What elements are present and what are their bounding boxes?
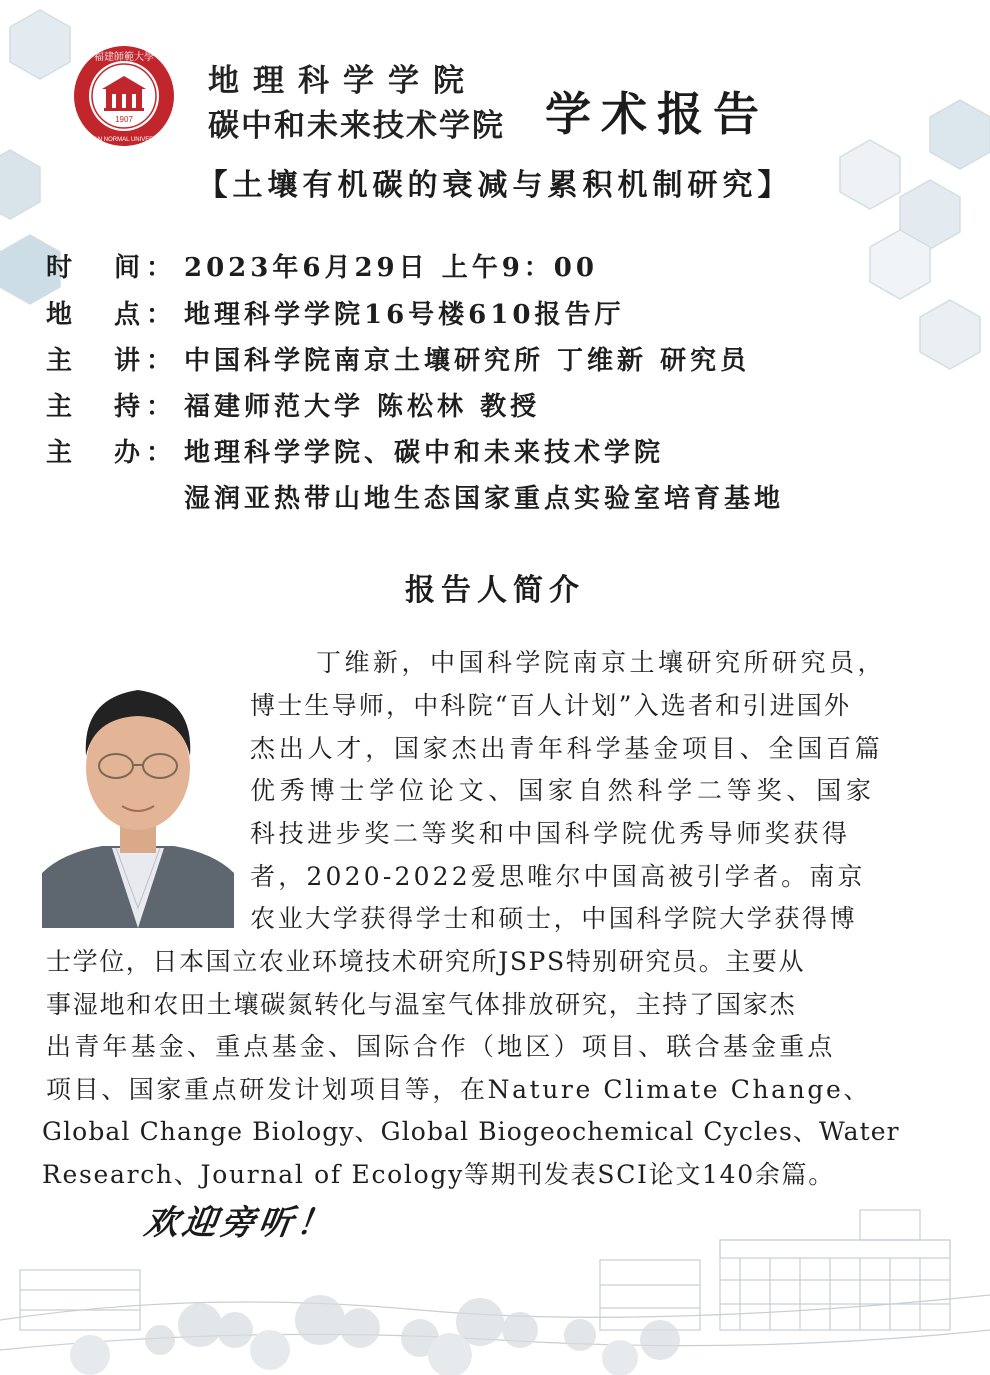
report-type-title: 学术报告 bbox=[545, 87, 769, 141]
info-label-char: 主 bbox=[46, 346, 73, 376]
bio-line: 博士生导师，中科院“百人计划”入选者和引进国外 bbox=[250, 691, 852, 720]
info-label-char: 讲 bbox=[114, 346, 141, 376]
campus-sketch-illustration bbox=[0, 1200, 990, 1375]
info-label-char: 主 bbox=[46, 438, 73, 468]
bio-line: 项目、国家重点研发计划项目等，在Nature Climate Change、 bbox=[46, 1075, 871, 1104]
svg-text:FUJIAN NORMAL UNIVERSITY: FUJIAN NORMAL UNIVERSITY bbox=[81, 137, 167, 143]
bio-line: 农业大学获得学士和硕士，中国科学院大学获得博 bbox=[250, 904, 858, 933]
info-colon: ： bbox=[146, 300, 173, 330]
info-value-time: 2023年6月29日 上午9：00 bbox=[184, 253, 598, 283]
info-value-host: 福建师范大学 陈松林 教授 bbox=[184, 392, 541, 422]
institution-name-2: 碳中和未来技术学院 bbox=[208, 108, 505, 144]
bio-line: 出青年基金、重点基金、国际合作（地区）项目、联合基金重点 bbox=[46, 1032, 836, 1061]
info-label-char: 主 bbox=[46, 392, 73, 422]
institution-name-1: 地理科学学院 bbox=[208, 63, 478, 99]
info-label-char: 间 bbox=[114, 253, 141, 283]
bio-line: 杰出人才，国家杰出青年科学基金项目、全国百篇 bbox=[250, 734, 884, 763]
bio-line: Research、Journal of Ecology等期刊发表SCI论文140余篇。 bbox=[42, 1160, 835, 1189]
bio-line: 者，2020-2022爱思唯尔中国高被引学者。南京 bbox=[250, 862, 866, 891]
svg-text:1907: 1907 bbox=[115, 115, 133, 124]
bio-line: 事湿地和农田土壤碳氮转化与温室气体排放研究，主持了国家杰 bbox=[46, 990, 797, 1019]
bio-line: 科技进步奖二等奖和中国科学院优秀导师奖获得 bbox=[250, 819, 851, 848]
info-colon: ： bbox=[146, 253, 173, 283]
svg-text:福建師範大學: 福建師範大學 bbox=[94, 52, 154, 63]
bio-line: 丁维新，中国科学院南京土壤研究所研究员， bbox=[316, 648, 887, 677]
university-seal-logo bbox=[72, 44, 176, 148]
info-colon: ： bbox=[146, 438, 173, 468]
info-colon: ： bbox=[146, 392, 173, 422]
bio-line: 优秀博士学位论文、国家自然科学二等奖、国家 bbox=[250, 776, 876, 805]
report-topic: 【土壤有机碳的衰减与累积机制研究】 bbox=[197, 168, 793, 203]
info-value-place: 地理科学学院16号楼610报告厅 bbox=[184, 300, 625, 330]
info-label-char: 地 bbox=[46, 300, 73, 330]
info-label-char: 办 bbox=[114, 438, 141, 468]
info-value-organizer-2: 湿润亚热带山地生态国家重点实验室培育基地 bbox=[184, 484, 785, 514]
info-label-char: 持 bbox=[114, 392, 141, 422]
info-label-char: 时 bbox=[46, 253, 73, 283]
info-value-speaker: 中国科学院南京土壤研究所 丁维新 研究员 bbox=[184, 346, 751, 376]
info-label-char: 点 bbox=[114, 300, 141, 330]
info-colon: ： bbox=[146, 346, 173, 376]
bio-section-title: 报告人简介 bbox=[405, 573, 585, 608]
speaker-photo bbox=[42, 658, 234, 928]
welcome-message: 欢迎旁听！ bbox=[141, 1203, 338, 1243]
bio-line: 士学位，日本国立农业环境技术研究所JSPS特别研究员。主要从 bbox=[46, 947, 806, 976]
bio-line: Global Change Biology、Global Biogeochemical Cycles、Water bbox=[42, 1117, 900, 1146]
info-value-organizer: 地理科学学院、碳中和未来技术学院 bbox=[184, 438, 665, 468]
